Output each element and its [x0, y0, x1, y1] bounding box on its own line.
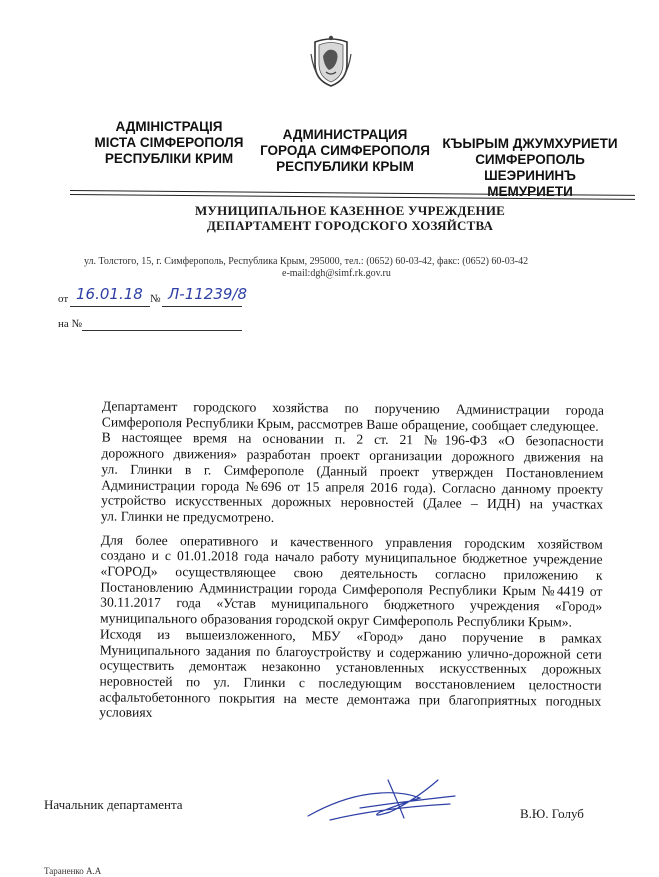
from-label: от — [58, 293, 69, 305]
handwritten-signature — [300, 768, 460, 828]
header-ukr-line-3: РЕСПУБЛІКИ КРИМ — [104, 151, 234, 166]
handwritten-number: Л-11239/8 — [168, 285, 248, 303]
header-rus-line-2: ГОРОДА СИМФЕРОПОЛЯ — [260, 143, 430, 158]
p4-line-5: асфальтобетонного покрытия на месте демонтажа при благоприятных погодных — [99, 689, 602, 709]
paragraph-1 — [50, 398, 604, 434]
header-crh-line-3: ШЕЭРИНИНЪ — [484, 168, 576, 183]
executor-name: Тараненко А.А — [44, 866, 102, 876]
p3-line-1: Для более оперативного и качественного управления городским хозяйством — [100, 532, 603, 552]
paragraph-3 — [48, 532, 603, 631]
organization-line-1: МУНИЦИПАЛЬНОЕ КАЗЕННОЕ УЧРЕЖДЕНИЕ — [194, 203, 506, 218]
letter-body — [47, 398, 604, 725]
crimea-coat-of-arms-icon — [309, 34, 353, 88]
p2-line-1: В настоящее время на основании п. 2 ст. 21 №196-ФЗ «О безопасности — [101, 429, 604, 450]
p2-line-2: дорожного движения» разработан проект организации дорожного движения на — [101, 445, 604, 465]
p3-line-4: Постановлению Администрации города Симферополя Республики Крым №4419 от — [100, 579, 603, 599]
header-ukr-line-2: МІСТА СІМФЕРОПОЛЯ — [94, 135, 244, 150]
p3-line-3: «ГОРОД» осуществляющее свою деятельность согласно приложению к — [100, 563, 603, 583]
p3-line-5: 30.11.2017 года «Устав муниципального бюджетного учреждения «Город» — [100, 594, 603, 615]
paragraph-2 — [49, 429, 604, 528]
header-crh-line-2: СИМФЕРОПОЛЬ — [475, 152, 585, 167]
p2-line-4: Администрации города №696 от 15 апреля 2016 года). Согласно данному проекту — [101, 476, 604, 497]
header-russian — [240, 127, 450, 175]
p3-line-6: муниципального образования городской округ Симферополь Республики Крым». — [100, 610, 573, 630]
organization-address: ул. Толстого, 15, г. Симферополь, Республика Крым, 295000, тел.: (0652) 60-03-42, факс: (0652) 60-03-42 — [84, 256, 529, 267]
header-crimean-tatar — [430, 136, 630, 200]
p4-line-1: Исходя из вышеизложенного, МБУ «Город» дано поручение в рамках — [99, 626, 602, 646]
organization-email: e-mail:dgh@simf.rk.gov.ru — [282, 268, 391, 279]
p2-line-3: ул. Глинки в г. Симферополе (Данный проект утвержден Постановлением — [101, 461, 604, 481]
header-ukr-line-1: АДМІНІСТРАЦІЯ — [115, 119, 223, 134]
p2-line-6: ул. Глинки не предусмотрено. — [100, 508, 275, 525]
paragraph-4 — [47, 626, 602, 725]
p4-line-2: Муниципального задания по благоустройству и содержанию улично-дорожной сети — [99, 641, 602, 662]
signatory-position: Начальник департамента — [44, 797, 183, 812]
p1-line-2: Симферополя Республики Крым, рассмотрев Ваше обращение, сообщает следующее. — [101, 414, 599, 434]
header-rus-line-1: АДМИНИСТРАЦИЯ — [282, 127, 408, 142]
p4-line-3: осуществить демонтаж незаконно установленных искусственных дорожных — [99, 657, 602, 678]
to-label: на № — [58, 318, 83, 330]
header-rus-line-3: РЕСПУБЛИКИ КРЫМ — [276, 159, 414, 174]
p4-line-4: неровностей по ул. Глинки с последующим восстановлением целостности — [99, 673, 602, 693]
number-label: № — [150, 293, 161, 305]
handwritten-date: 16.01.18 — [76, 285, 143, 303]
p2-line-5: устройство искусственных дорожных неровностей (Далее – ИДН) на участках — [101, 492, 604, 513]
organization-line-2: ДЕПАРТАМЕНТ ГОРОДСКОГО ХОЗЯЙСТВА — [206, 218, 494, 233]
signatory-name: В.Ю. Голуб — [520, 806, 584, 821]
p1-line-1: Департамент городского хозяйства по поручению Администрации города — [101, 398, 604, 418]
organization-title — [140, 203, 560, 233]
to-number-line — [82, 316, 242, 331]
header-crh-line-1: КЪЫРЫМ ДЖУМХУРИЕТИ — [442, 136, 618, 151]
p3-line-2: создано и с 01.01.2018 года начало работу муниципальное бюджетное учреждение — [100, 547, 603, 568]
p4-line-6: условиях — [99, 704, 153, 721]
header-crh-line-4: МЕМУРИЕТИ — [487, 184, 573, 199]
